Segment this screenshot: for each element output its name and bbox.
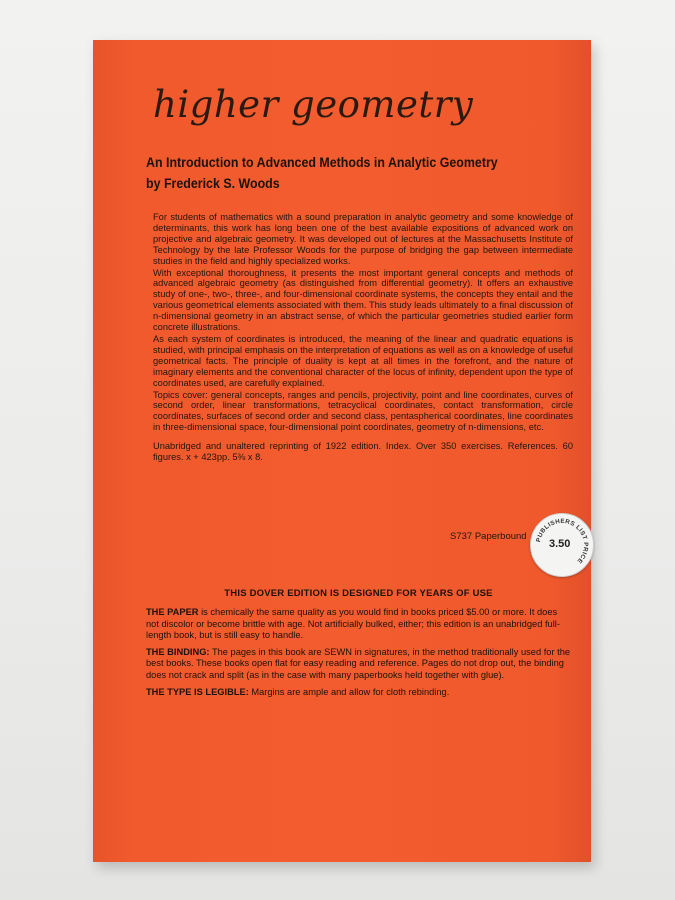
description-text bbox=[153, 212, 573, 463]
price-sticker-price: 3.50 bbox=[549, 538, 571, 550]
dover-item-type bbox=[146, 687, 571, 698]
topics-paragraph: Topics cover: general concepts, ranges and pencils, projectivity, point and line coordinates, curves of second order, linear transformations, tetracyclical coordinates, contact transformation, circle coordinates, surfaces of second order and second class, pentaspherical coordinates, line coordinates in three-dimensional space, four-dimensional point coordinates, geometry of n-dimensions, etc. bbox=[153, 389, 573, 433]
price-sticker bbox=[530, 513, 594, 577]
dover-item-binding bbox=[146, 647, 571, 681]
dover-item-text: Margins are ample and allow for cloth rebinding. bbox=[248, 687, 450, 698]
dover-item-label: THE BINDING: bbox=[146, 647, 210, 658]
catalog-code: S737 Paperbound bbox=[450, 531, 527, 542]
dover-item-paper bbox=[146, 607, 571, 641]
description-paragraph: For students of mathematics with a sound preparation in analytic geometry and some knowledge of determinants, this work has long been one of the best available expositions of advanced work on projective and algebraic geometry. It was developed out of lectures at the Massachusetts Institute of Technology by the late Professor Woods for the purpose of bridging the gap between intermediate studies in the field and highly specialized works. bbox=[153, 212, 573, 266]
book-back-cover bbox=[93, 40, 591, 862]
reprint-note: Unabridged and unaltered reprinting of 1922 edition. Index. Over 350 exercises. References. 60 figures. x + 423pp. 5⅜ x 8. bbox=[153, 441, 573, 463]
dover-guarantee bbox=[146, 588, 571, 704]
description-paragraph: As each system of coordinates is introduced, the meaning of the linear and quadratic equations is studied, with principal emphasis on the interpretation of equations as well as on a knowledge of useful geometrical facts. The principle of duality is kept at all times in the forefront, and the nature of imaginary elements and the conventional character of the locus of infinity, dependent upon the type of coordinates used, are carefully explained. bbox=[153, 333, 573, 388]
dover-item-label: THE TYPE IS LEGIBLE: bbox=[146, 687, 249, 698]
book-subtitle: An Introduction to Advanced Methods in Analytic Geometry bbox=[146, 155, 498, 170]
dover-item-text: is chemically the same quality as you would find in books priced $5.00 or more. It does not discolor or become brittle with age. Not artificially bulked, either; this edition is an unabridged full-length book, but is still easy to handle. bbox=[146, 607, 560, 640]
dover-item-label: THE PAPER bbox=[146, 607, 199, 618]
book-author: by Frederick S. Woods bbox=[146, 176, 280, 191]
book-title: higher geometry bbox=[153, 83, 474, 126]
price-sticker-ring-text: PUBLISHERS LIST PRICE bbox=[535, 517, 590, 565]
book-subtitle-block bbox=[146, 152, 542, 194]
description-paragraph: With exceptional thoroughness, it presents the most important general concepts and methods of advanced algebraic geometry (as distinguished from differential geometry). It offers an exhaustive study of one-, two-, three-, and four-dimensional coordinate systems, the concepts they entail and the various geometrical elements associated with them. This study leads ultimately to a final discussion of n-dimensional geometry in an abstract sense, of which the particular geometries studied earlier form concrete illustrations. bbox=[153, 267, 573, 333]
dover-item-text: The pages in this book are SEWN in signatures, in the method traditionally used for the best books. These books open flat for easy reading and reference. Pages do not drop out, the binding does not crack and split (as in the case with many paperbooks held together with glue). bbox=[146, 647, 571, 680]
dover-heading: THIS DOVER EDITION IS DESIGNED FOR YEARS OF USE bbox=[224, 588, 493, 599]
